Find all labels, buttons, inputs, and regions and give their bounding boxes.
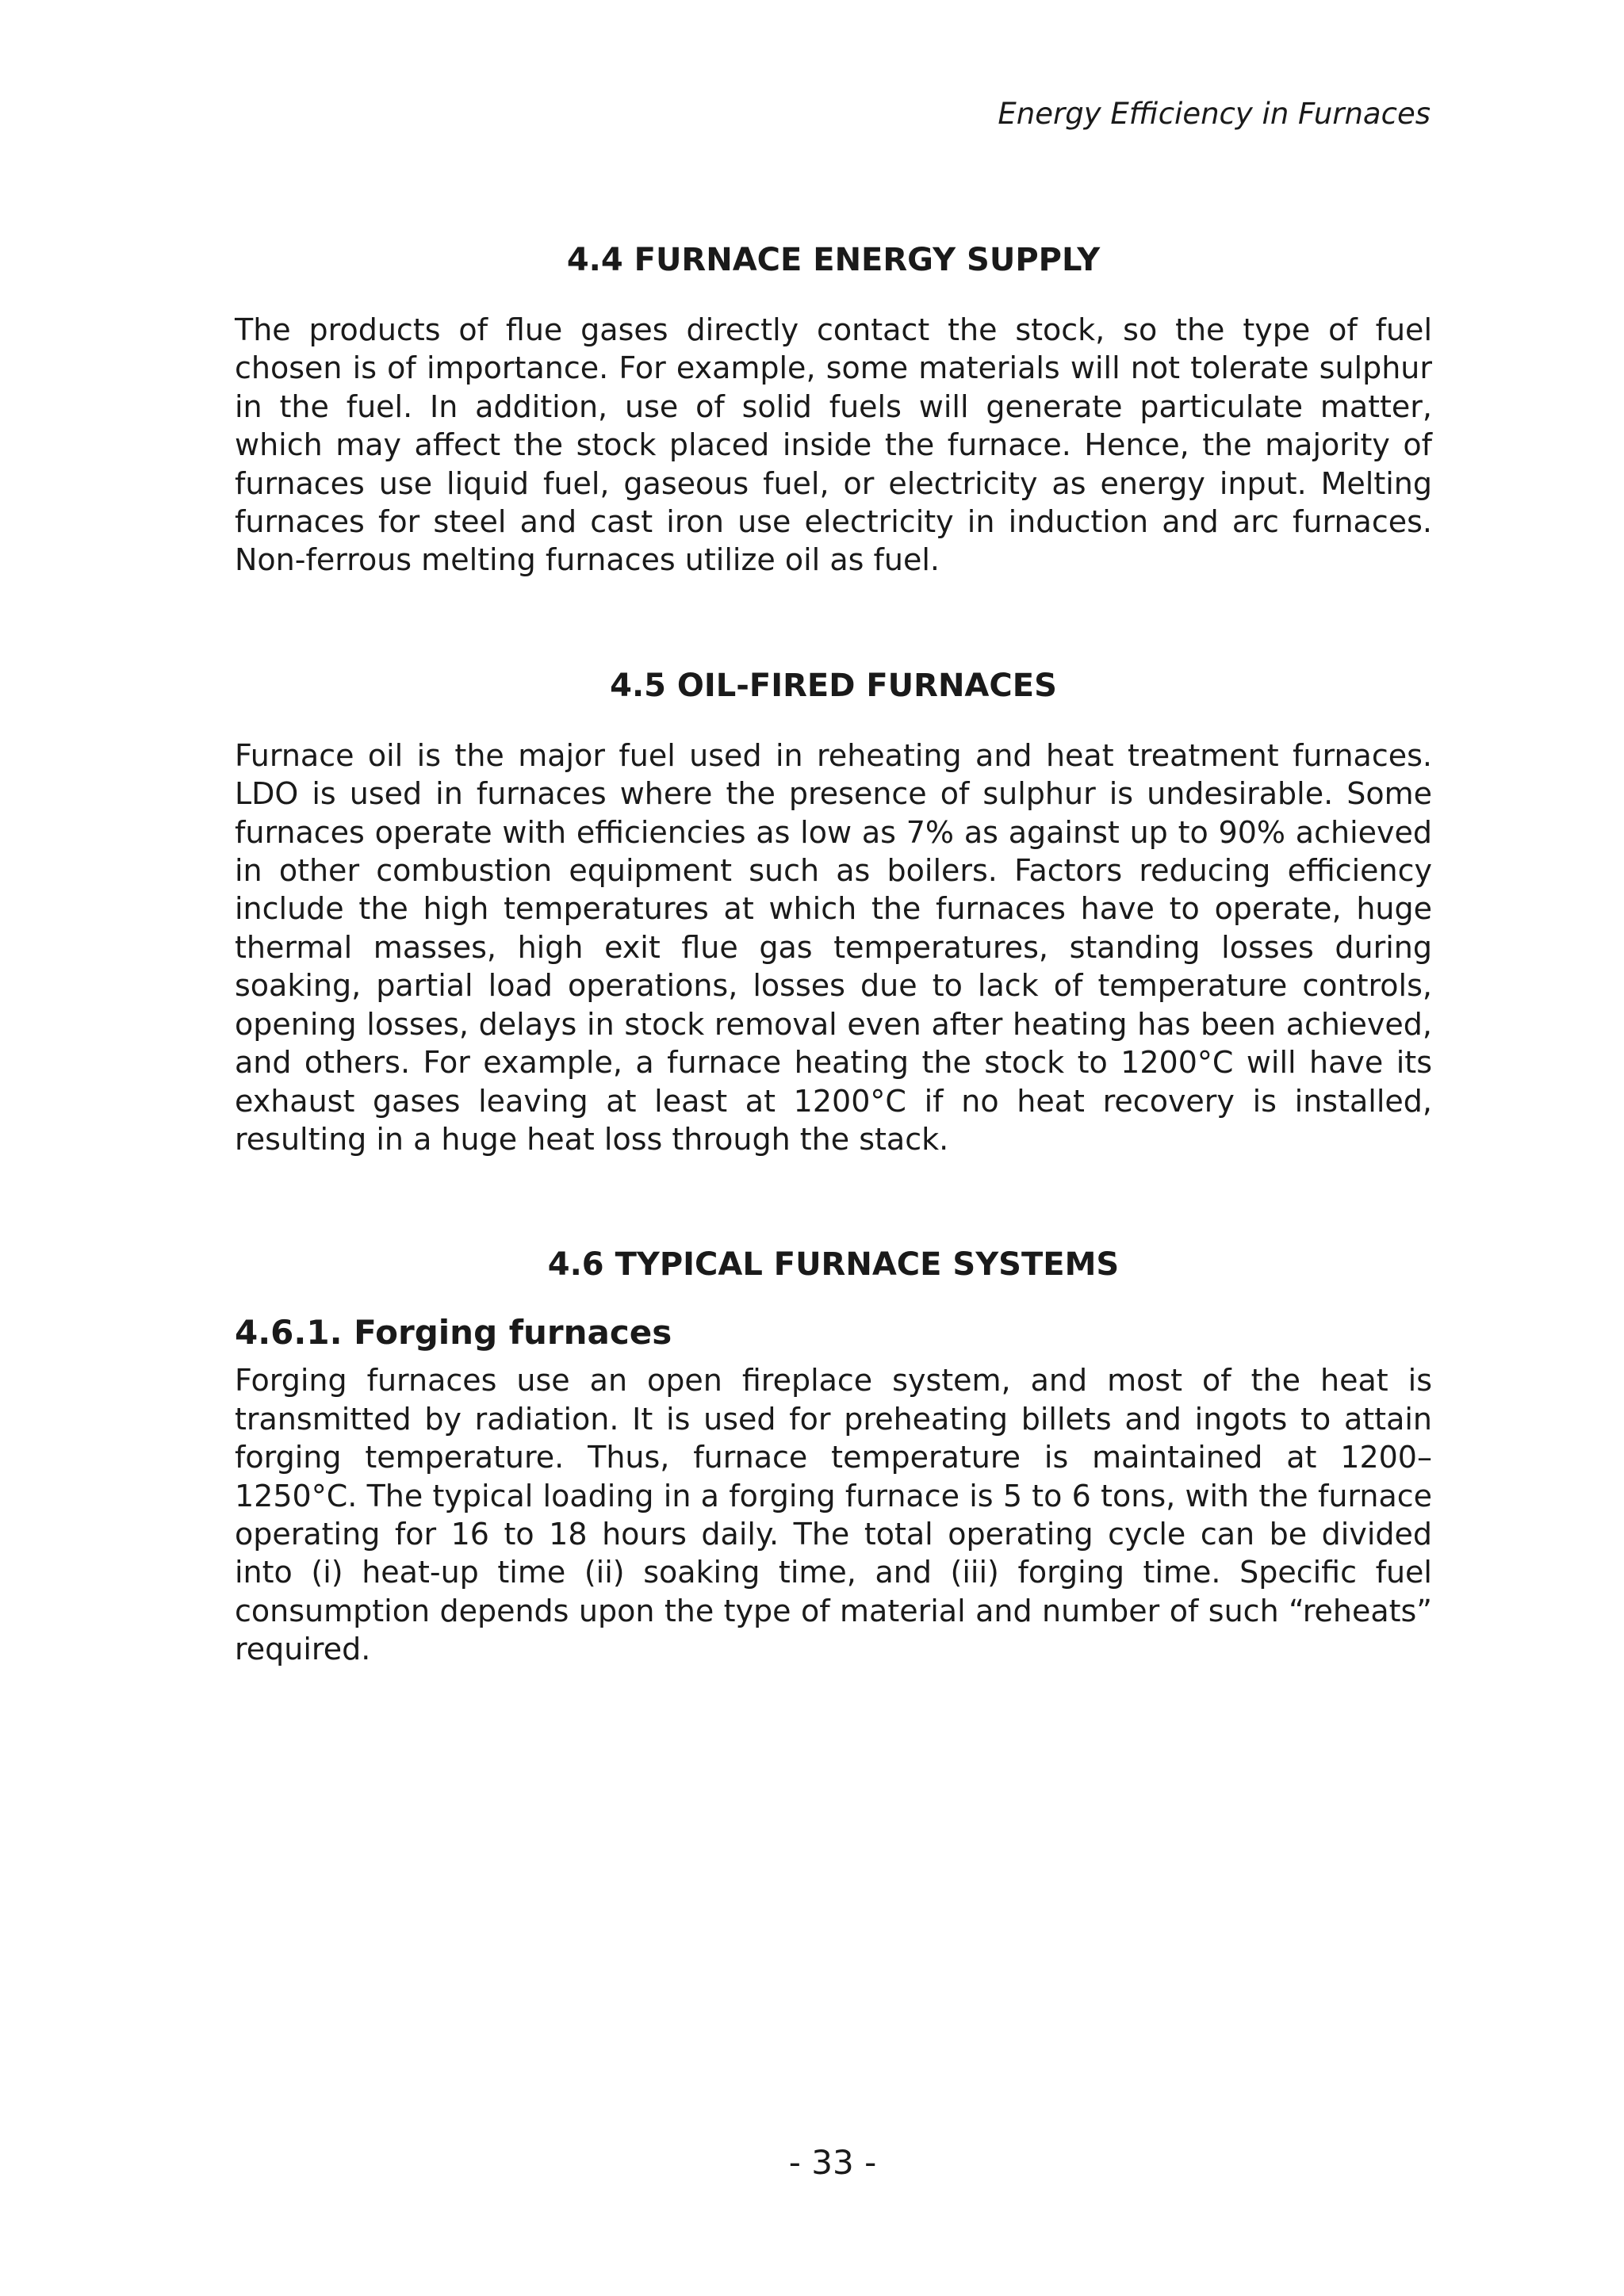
section-heading-4-4: 4.4 FURNACE ENERGY SUPPLY: [566, 242, 1101, 278]
running-header: Energy Efficiency in Furnaces: [998, 97, 1431, 131]
section-4-5-paragraph: Furnace oil is the major fuel used in reheating and heat treatment furnaces. LDO is used in furnaces where the presence of sulphur is undesirable. Some furnaces operate with efficiencies as low as 7% as against up to 90% achieved in other combustion equipment such as boilers. Factors reducing efficiency include the high temperatures at which the furnaces have to operate, huge thermal masses, high exit flue gas temperatures, standing losses during soaking, partial load operations, losses due to lack of temperature controls, opening losses, delays in stock removal even after heating has been achieved, and others. For example, a furnace heating the stock to 1200°C will have its exhaust gases leaving at least at 1200°C if no heat recovery is installed, resulting in a huge heat loss through the stack.: [235, 737, 1432, 1157]
section-4-4-paragraph: The products of flue gases directly contact the stock, so the type of fuel chosen is of importance. For example, some materials will not tolerate sulphur in the fuel. In addition, use of solid fuels will generate particulate matter, which may affect the stock placed inside the furnace. Hence, the majority of furnaces use liquid fuel, gaseous fuel, or electricity as energy input. Melting furnaces for steel and cast iron use electricity in induction and arc furnaces. Non-ferrous melting furnaces utilize oil as fuel.: [235, 312, 1432, 578]
page-number: - 33 -: [788, 2143, 877, 2182]
section-heading-4-5: 4.5 OIL-FIRED FURNACES: [610, 667, 1057, 704]
section-spacer: [235, 580, 1432, 664]
section-heading-4-6: 4.6 TYPICAL FURNACE SYSTEMS: [547, 1246, 1120, 1284]
page-content: [235, 238, 1432, 1669]
subsection-4-6-1-paragraph: Forging furnaces use an open fireplace system, and most of the heat is transmitted by radiation. It is used for preheating billets and ingots to attain forging temperature. Thus, furnace temperature is maintained at 1200–1250°C. The typical loading in a forging furnace is 5 to 6 tons, with the furnace operating for 16 to 18 hours daily. The total operating cycle can be divided into (i) heat-up time (ii) soaking time, and (iii) forging time. Specific fuel consumption depends upon the type of material and number of such “reheats” required.: [235, 1363, 1432, 1667]
subsection-heading-4-6-1: 4.6.1. Forging furnaces: [235, 1313, 672, 1353]
section-spacer: [235, 1158, 1432, 1242]
